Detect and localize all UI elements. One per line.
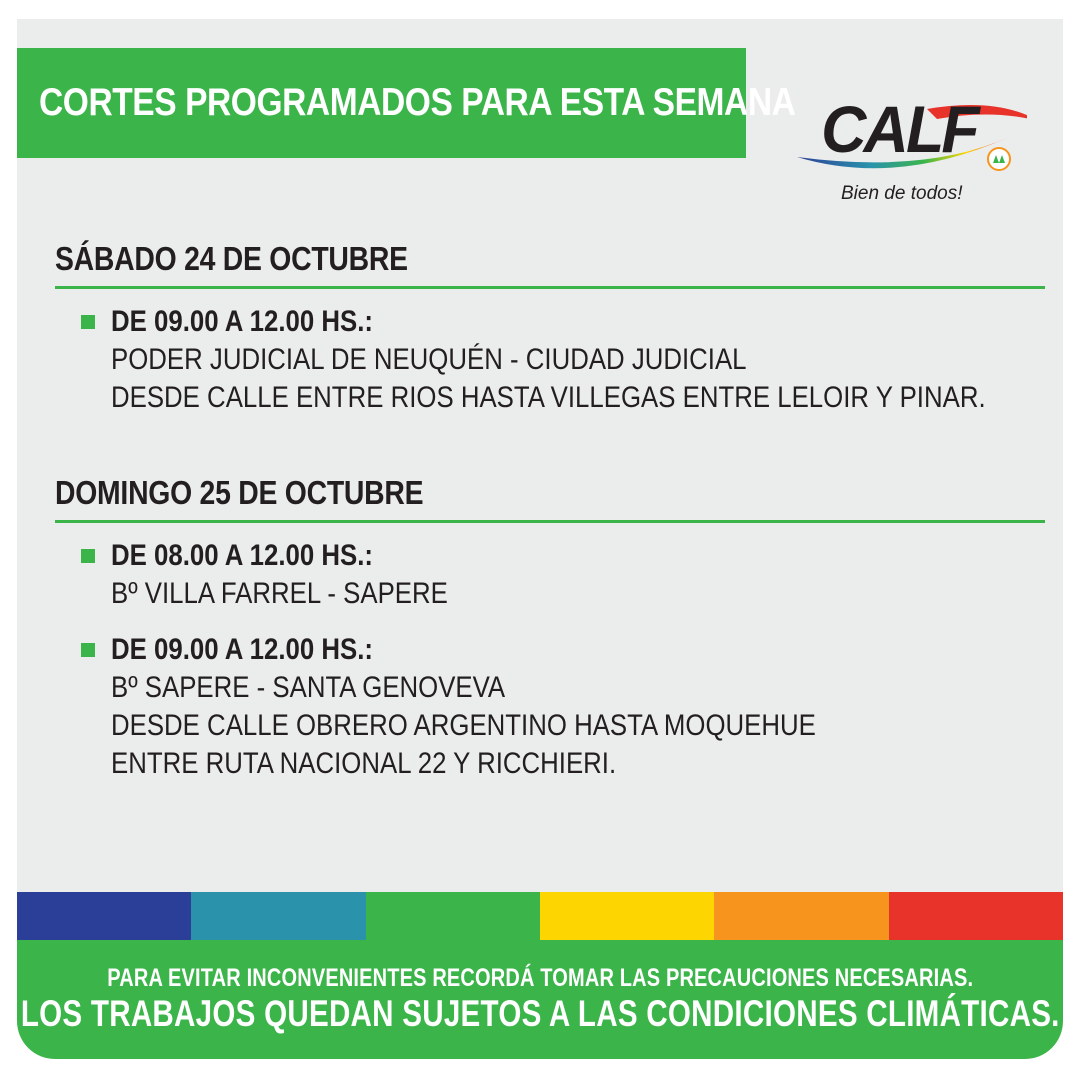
stripe-yellow [540, 892, 714, 940]
day-title: DOMINGO 25 DE OCTUBRE [55, 474, 424, 511]
stripe-orange [714, 892, 888, 940]
footer-warning: LOS TRABAJOS QUEDAN SUJETOS A LAS CONDICIONES CLIMÁTICAS. [20, 993, 1060, 1034]
footer-banner [17, 940, 1063, 1059]
entry-line: ENTRE RUTA NACIONAL 22 Y RICCHIERI. [111, 747, 617, 780]
bullet-square-icon [81, 643, 95, 657]
stripe-teal [191, 892, 365, 940]
stripe-green [366, 892, 540, 940]
day-section-sunday [55, 474, 1045, 783]
schedule-entry [55, 303, 1045, 417]
entry-line: Bº SAPERE - SANTA GENOVEVA [111, 671, 506, 704]
entry-time: DE 09.00 A 12.00 HS.: [111, 633, 373, 666]
stripe-red [889, 892, 1063, 940]
entry-line: PODER JUDICIAL DE NEUQUÉN - CIUDAD JUDICIAL [111, 343, 747, 376]
schedule-entry [55, 537, 1045, 613]
logo-tagline: Bien de todos! [841, 183, 963, 204]
announcement-card [17, 19, 1063, 1059]
day-title: SÁBADO 24 DE OCTUBRE [55, 240, 408, 277]
entry-line: DESDE CALLE ENTRE RIOS HASTA VILLEGAS ENTRE LELOIR Y PINAR. [111, 381, 986, 414]
footer-notice: PARA EVITAR INCONVENIENTES RECORDÁ TOMAR LAS PRECAUCIONES NECESARIAS. [107, 964, 973, 992]
color-stripes [17, 892, 1063, 940]
schedule-entry [55, 631, 1045, 783]
entry-time: DE 09.00 A 12.00 HS.: [111, 305, 373, 338]
page-title: CORTES PROGRAMADOS PARA ESTA SEMANA [39, 81, 796, 124]
calf-logo [777, 79, 1027, 209]
bullet-square-icon [81, 315, 95, 329]
day-section-saturday [55, 240, 1045, 417]
day-divider [55, 520, 1045, 523]
entry-line: Bº VILLA FARREL - SAPERE [111, 577, 448, 610]
day-divider [55, 286, 1045, 289]
logo-wordmark: CALF [821, 92, 977, 166]
stripe-blue [17, 892, 191, 940]
entry-line: DESDE CALLE OBRERO ARGENTINO HASTA MOQUEHUE [111, 709, 816, 742]
header-band [17, 48, 796, 158]
bullet-square-icon [81, 549, 95, 563]
entry-time: DE 08.00 A 12.00 HS.: [111, 539, 373, 572]
